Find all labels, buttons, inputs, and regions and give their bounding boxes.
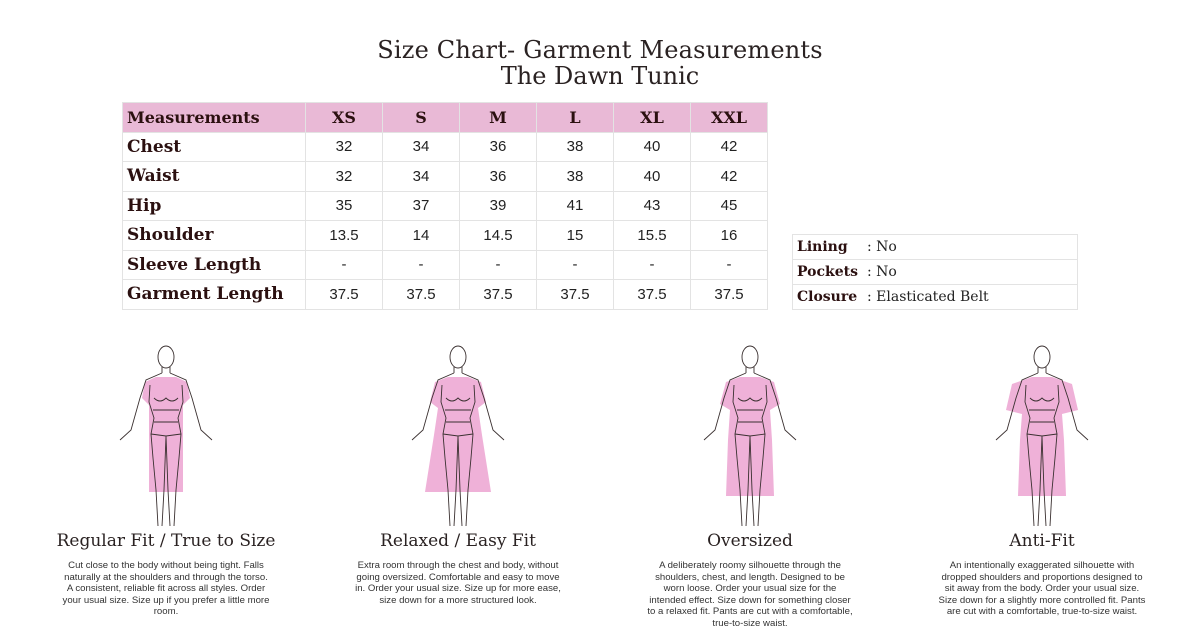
table-cell: 35 [306, 191, 383, 221]
fit-card-regular [26, 340, 306, 618]
garment-details-table [792, 234, 1078, 310]
row-label: Waist [123, 162, 306, 192]
page-title: Size Chart- Garment Measurements [377, 36, 823, 64]
detail-value: : Elasticated Belt [863, 285, 1078, 310]
table-cell: 14 [383, 221, 460, 251]
detail-key: Lining [793, 235, 864, 260]
table-row [123, 280, 768, 310]
table-cell: - [306, 250, 383, 280]
table-cell: - [614, 250, 691, 280]
table-cell: 37.5 [306, 280, 383, 310]
table-cell: 34 [383, 132, 460, 162]
table-cell: 40 [614, 162, 691, 192]
table-cell: 36 [460, 162, 537, 192]
detail-value: : No [863, 235, 1078, 260]
table-row [123, 162, 768, 192]
table-cell: 37.5 [383, 280, 460, 310]
fit-card-oversized [610, 340, 890, 630]
table-cell: 38 [537, 162, 614, 192]
table-cell: 15 [537, 221, 614, 251]
size-header-xs: XS [306, 103, 383, 133]
detail-row-pockets [793, 260, 1078, 285]
detail-row-closure [793, 285, 1078, 310]
table-cell: 34 [383, 162, 460, 192]
table-cell: 37.5 [614, 280, 691, 310]
size-header-m: M [460, 103, 537, 133]
row-label: Chest [123, 132, 306, 162]
oversized-fit-figure-icon [690, 340, 810, 530]
table-cell: 38 [537, 132, 614, 162]
fit-description: Extra room through the chest and body, without going oversized. Comfortable and easy to move in. Order your usual size. Size up for more ease, size down for a more structured look. [355, 560, 561, 606]
measurements-header: Measurements [123, 103, 306, 133]
fit-description: Cut close to the body without being tight. Falls naturally at the shoulders and through the torso. A consistent, reliable fit across all styles. Order your usual size. Size up if you prefer a little more room. [62, 560, 270, 618]
table-cell: - [383, 250, 460, 280]
table-row [123, 191, 768, 221]
table-cell: 37.5 [460, 280, 537, 310]
table-cell: 37.5 [537, 280, 614, 310]
detail-key: Closure [793, 285, 864, 310]
detail-row-lining [793, 235, 1078, 260]
table-cell: 39 [460, 191, 537, 221]
size-header-l: L [537, 103, 614, 133]
detail-key: Pockets [793, 260, 864, 285]
size-chart-table [122, 102, 768, 310]
product-name: The Dawn Tunic [500, 62, 700, 90]
table-row [123, 221, 768, 251]
table-cell: 42 [691, 162, 768, 192]
row-label: Shoulder [123, 221, 306, 251]
table-cell: 32 [306, 132, 383, 162]
table-cell: 45 [691, 191, 768, 221]
table-cell: 13.5 [306, 221, 383, 251]
table-cell: 41 [537, 191, 614, 221]
row-label: Hip [123, 191, 306, 221]
table-cell: 37 [383, 191, 460, 221]
fit-name: Relaxed / Easy Fit [380, 531, 536, 551]
table-cell: - [691, 250, 768, 280]
fit-name: Anti-Fit [1009, 531, 1075, 551]
anti-fit-figure-icon [982, 340, 1102, 530]
table-cell: - [537, 250, 614, 280]
row-label: Sleeve Length [123, 250, 306, 280]
table-cell: 15.5 [614, 221, 691, 251]
table-cell: 16 [691, 221, 768, 251]
fit-card-relaxed [318, 340, 598, 606]
table-cell: 14.5 [460, 221, 537, 251]
size-header-row [123, 103, 768, 133]
table-row [123, 132, 768, 162]
relaxed-fit-figure-icon [398, 340, 518, 530]
size-header-s: S [383, 103, 460, 133]
detail-value: : No [863, 260, 1078, 285]
fit-name: Oversized [707, 531, 793, 551]
table-cell: 40 [614, 132, 691, 162]
size-header-xl: XL [614, 103, 691, 133]
fit-description: A deliberately roomy silhouette through the shoulders, chest, and length. Designed to be worn loose. Order your usual size for the intended effect. Size down for something closer to a relaxed fit. Pants are cut with a comfortable, true-to-size waist. [647, 560, 853, 629]
regular-fit-figure-icon [106, 340, 226, 530]
size-header-xxl: XXL [691, 103, 768, 133]
row-label: Garment Length [123, 280, 306, 310]
fit-name: Regular Fit / True to Size [56, 531, 276, 551]
table-cell: 42 [691, 132, 768, 162]
table-cell: 37.5 [691, 280, 768, 310]
table-cell: 36 [460, 132, 537, 162]
table-cell: 32 [306, 162, 383, 192]
table-row [123, 250, 768, 280]
fit-card-anti-fit [902, 340, 1182, 618]
table-cell: 43 [614, 191, 691, 221]
table-cell: - [460, 250, 537, 280]
fit-description: An intentionally exaggerated silhouette with dropped shoulders and proportions designed to sit away from the body. Order your usual size. Size down for a slightly more controlled fit. Pants are cut with a comfortable, true-to-size waist. [938, 560, 1146, 618]
